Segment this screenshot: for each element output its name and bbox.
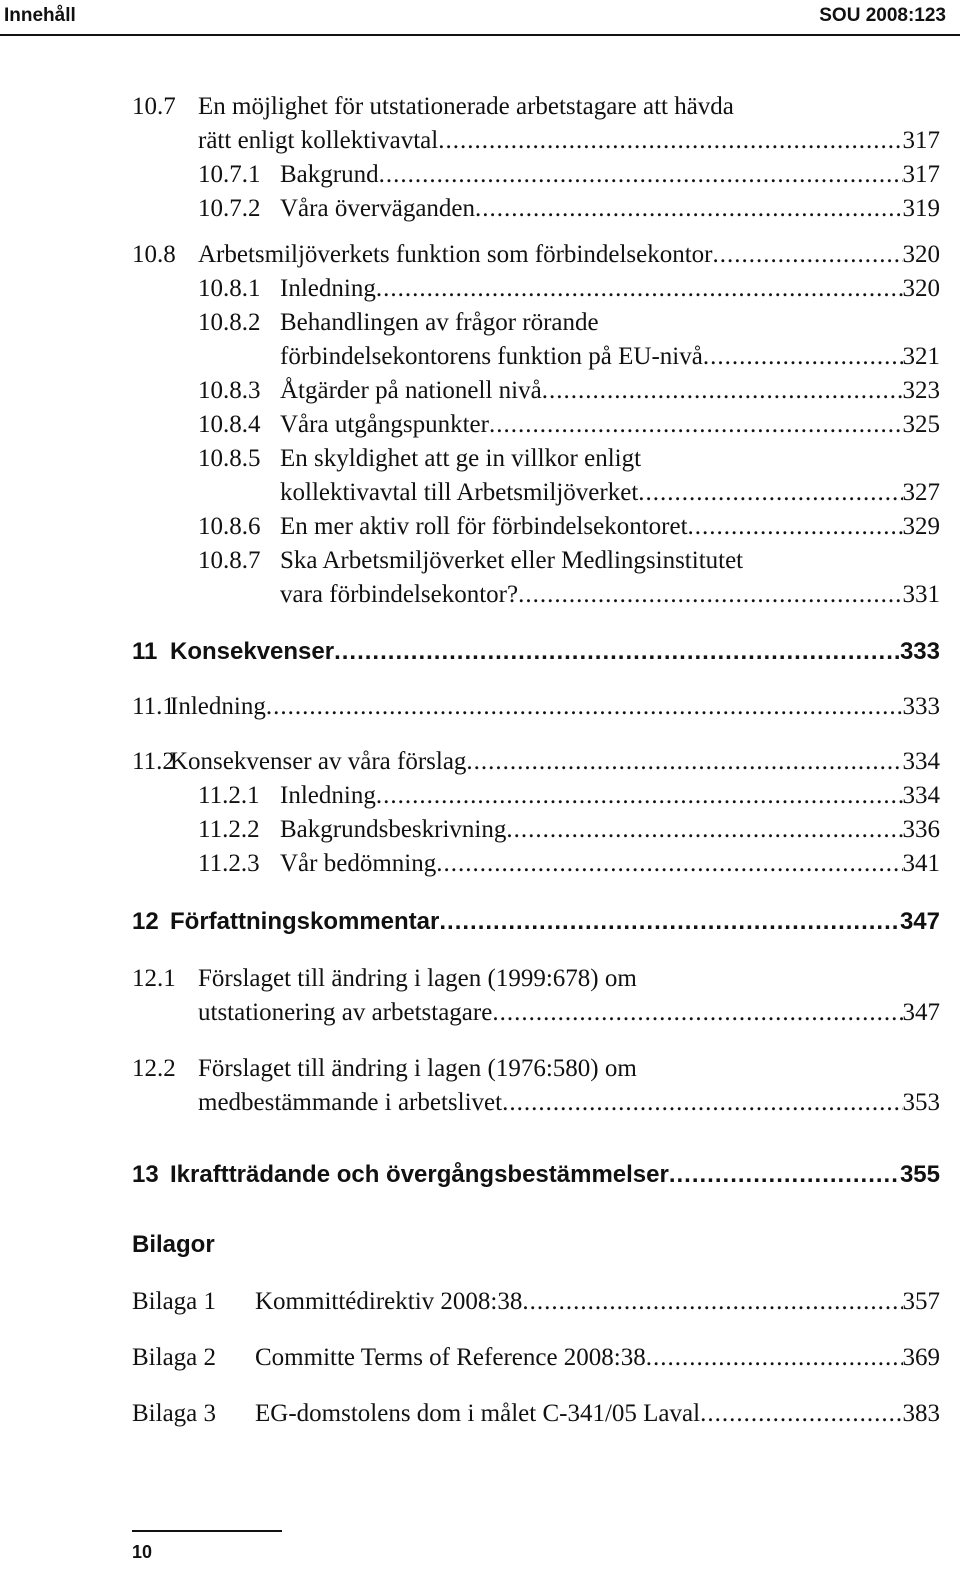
dot-leader xyxy=(522,1285,902,1319)
toc-page-number: 329 xyxy=(902,513,940,540)
toc-number: 12.1 xyxy=(132,965,176,992)
toc-line xyxy=(0,544,960,578)
toc-title: Inledning xyxy=(170,693,266,720)
toc-line xyxy=(0,635,960,669)
toc-page-number: 333 xyxy=(902,693,940,720)
dot-leader xyxy=(438,124,902,158)
toc-line xyxy=(0,578,960,612)
toc-page-number: 325 xyxy=(902,411,940,438)
toc-line xyxy=(0,1285,960,1319)
toc-title: utstationering av arbetstagare xyxy=(198,999,493,1026)
document-reference: SOU 2008:123 xyxy=(819,5,946,26)
toc-entry[interactable] xyxy=(280,408,940,442)
toc-line xyxy=(0,340,960,374)
toc-title: Arbetsmiljöverkets funktion som förbindelsekontor xyxy=(198,241,713,268)
toc-title: kollektivavtal till Arbetsmiljöverket xyxy=(280,479,639,506)
toc-number: 10.7.1 xyxy=(198,161,261,188)
toc-line xyxy=(0,1086,960,1120)
toc-page-number: 347 xyxy=(899,908,940,935)
toc-line xyxy=(0,813,960,847)
toc-entry[interactable] xyxy=(170,745,940,779)
dot-leader xyxy=(646,1341,903,1375)
toc-number: 12 xyxy=(132,908,159,935)
toc-title: Kommittédirektiv 2008:38 xyxy=(255,1288,523,1315)
toc-page-number: 341 xyxy=(902,850,940,877)
toc-number: 11 xyxy=(132,638,158,665)
dot-leader xyxy=(703,340,903,374)
toc-line xyxy=(0,779,960,813)
toc-number: 10.8.7 xyxy=(198,547,261,574)
toc-number: 10.8.1 xyxy=(198,275,261,302)
toc-page-number: 334 xyxy=(902,748,940,775)
dot-leader xyxy=(379,158,903,192)
toc-title: Förslaget till ändring i lagen (1999:678) om xyxy=(198,965,637,992)
toc-title: Inledning xyxy=(280,275,376,302)
dot-leader xyxy=(506,813,902,847)
toc-page-number: 353 xyxy=(902,1089,940,1116)
toc-line xyxy=(0,238,960,272)
toc-number: 10.8 xyxy=(132,241,176,268)
toc-line xyxy=(0,442,960,476)
toc-title: Författningskommentar xyxy=(170,908,440,935)
toc-entry[interactable] xyxy=(170,690,940,724)
toc-line xyxy=(0,476,960,510)
page-number: 10 xyxy=(132,1542,153,1562)
dot-leader xyxy=(376,779,903,813)
toc-title: Våra utgångspunkter xyxy=(280,411,489,438)
toc-number: Bilaga 1 xyxy=(132,1288,217,1315)
toc-page-number: 317 xyxy=(902,161,940,188)
toc-line xyxy=(0,158,960,192)
toc-title: En skyldighet att ge in villkor enligt xyxy=(280,445,642,472)
toc-entry[interactable] xyxy=(280,847,940,881)
toc-entry[interactable] xyxy=(280,813,940,847)
toc-page-number: 331 xyxy=(902,581,940,608)
dot-leader xyxy=(518,578,902,612)
toc-line xyxy=(0,1341,960,1375)
toc-page-number: 320 xyxy=(902,241,940,268)
toc-entry[interactable] xyxy=(170,1158,940,1192)
toc-line xyxy=(0,1397,960,1431)
dot-leader xyxy=(688,510,903,544)
toc-entry[interactable] xyxy=(170,905,940,939)
toc-number: 10.7 xyxy=(132,93,176,120)
toc-page-number: 383 xyxy=(902,1400,940,1427)
toc-page-number: 357 xyxy=(902,1288,940,1315)
dot-leader xyxy=(502,1086,902,1120)
dot-leader xyxy=(713,238,903,272)
toc-line xyxy=(0,124,960,158)
toc-page-number: 355 xyxy=(899,1161,940,1188)
toc-page-number: 321 xyxy=(902,343,940,370)
toc-number: 11.2.3 xyxy=(198,850,260,877)
toc-entry[interactable] xyxy=(198,996,940,1030)
toc-line xyxy=(0,905,960,939)
toc-page-number: 334 xyxy=(902,782,940,809)
toc-title: förbindelsekontorens funktion på EU-nivå xyxy=(280,343,703,370)
dot-leader xyxy=(376,272,903,306)
toc-title: Bakgrund xyxy=(280,161,379,188)
toc-entry[interactable] xyxy=(280,779,940,813)
toc-number: 11.2.2 xyxy=(198,816,260,843)
toc-entry[interactable] xyxy=(198,124,940,158)
toc-title: Inledning xyxy=(280,782,376,809)
toc-title: Bilagor xyxy=(132,1231,215,1258)
footer-rule xyxy=(132,1530,282,1532)
dot-leader xyxy=(638,476,902,510)
dot-leader xyxy=(466,745,902,779)
toc-entry[interactable] xyxy=(280,510,940,544)
toc-title: Vår bedömning xyxy=(280,850,437,877)
page-header xyxy=(0,0,960,36)
toc-line xyxy=(0,408,960,442)
dot-leader xyxy=(439,905,900,939)
toc-title: Bakgrundsbeskrivning xyxy=(280,816,507,843)
toc-page-number: 347 xyxy=(902,999,940,1026)
toc-line xyxy=(0,962,960,996)
toc-page-number: 327 xyxy=(902,479,940,506)
toc-page-number: 319 xyxy=(902,195,940,222)
toc-entry[interactable] xyxy=(280,158,940,192)
toc-title: Åtgärder på nationell nivå xyxy=(280,377,542,404)
toc-line xyxy=(0,690,960,724)
toc-title: Våra överväganden xyxy=(280,195,476,222)
toc-number: 10.7.2 xyxy=(198,195,261,222)
toc-number: 13 xyxy=(132,1161,159,1188)
toc-entry[interactable] xyxy=(280,192,940,226)
toc-number: 10.8.4 xyxy=(198,411,261,438)
dot-leader xyxy=(436,847,902,881)
toc-entry[interactable] xyxy=(198,238,940,272)
toc-page-number: 323 xyxy=(902,377,940,404)
toc-entry[interactable] xyxy=(280,374,940,408)
toc-line xyxy=(0,996,960,1030)
toc-line xyxy=(0,272,960,306)
toc-entry[interactable] xyxy=(280,340,940,374)
dot-leader xyxy=(475,192,902,226)
dot-leader xyxy=(266,690,903,724)
toc-line xyxy=(0,1228,960,1262)
toc-page-number: 369 xyxy=(902,1344,940,1371)
toc-line xyxy=(0,1158,960,1192)
toc-number: 11.1 xyxy=(132,693,175,720)
toc-page-number: 320 xyxy=(902,275,940,302)
toc-line xyxy=(0,847,960,881)
toc-entry[interactable] xyxy=(255,1285,940,1319)
toc-title: vara förbindelsekontor? xyxy=(280,581,519,608)
toc-number: Bilaga 2 xyxy=(132,1344,217,1371)
dot-leader xyxy=(492,996,902,1030)
toc-title: En möjlighet för utstationerade arbetstagare att hävda xyxy=(198,93,734,120)
toc-entry[interactable] xyxy=(280,272,940,306)
toc-number: 10.8.3 xyxy=(198,377,261,404)
toc-entry[interactable] xyxy=(255,1341,940,1375)
toc-title: Ska Arbetsmiljöverket eller Medlingsinstitutet xyxy=(280,547,744,574)
toc-title: Konsekvenser xyxy=(170,638,335,665)
toc-number: 11.2 xyxy=(132,748,175,775)
toc-entry[interactable] xyxy=(170,635,940,669)
toc-number: 12.2 xyxy=(132,1055,176,1082)
toc-title: Förslaget till ändring i lagen (1976:580) om xyxy=(198,1055,637,1082)
toc-page-number: 333 xyxy=(899,638,940,665)
dot-leader xyxy=(669,1158,900,1192)
dot-leader xyxy=(489,408,903,442)
toc-title: rätt enligt kollektivavtal xyxy=(198,127,439,154)
section-title: Innehåll xyxy=(4,5,76,26)
toc-entry[interactable] xyxy=(255,1397,940,1431)
toc-line xyxy=(0,306,960,340)
toc-title: EG-domstolens dom i målet C-341/05 Laval xyxy=(255,1400,701,1427)
toc-page-number: 336 xyxy=(902,816,940,843)
toc-title: medbestämmande i arbetslivet xyxy=(198,1089,503,1116)
toc-line xyxy=(0,510,960,544)
dot-leader xyxy=(542,374,903,408)
toc-entry[interactable] xyxy=(280,578,940,612)
toc-line xyxy=(0,374,960,408)
toc-number: 11.2.1 xyxy=(198,782,260,809)
toc-number: 10.8.6 xyxy=(198,513,261,540)
toc-title: Committe Terms of Reference 2008:38 xyxy=(255,1344,646,1371)
toc-entry[interactable] xyxy=(280,476,940,510)
toc-line xyxy=(0,745,960,779)
toc-number: Bilaga 3 xyxy=(132,1400,217,1427)
toc-line xyxy=(0,90,960,124)
toc-number: 10.8.2 xyxy=(198,309,261,336)
toc-line xyxy=(0,1052,960,1086)
toc-title: Ikraftträdande och övergångsbestämmelser xyxy=(170,1161,669,1188)
toc-title: Behandlingen av frågor rörande xyxy=(280,309,599,336)
dot-leader xyxy=(334,635,900,669)
toc-entry[interactable] xyxy=(198,1086,940,1120)
dot-leader xyxy=(700,1397,902,1431)
toc-page-number: 317 xyxy=(902,127,940,154)
toc-title: En mer aktiv roll för förbindelsekontoret xyxy=(280,513,688,540)
toc-number: 10.8.5 xyxy=(198,445,261,472)
toc-line xyxy=(0,192,960,226)
toc-title: Konsekvenser av våra förslag xyxy=(170,748,467,775)
